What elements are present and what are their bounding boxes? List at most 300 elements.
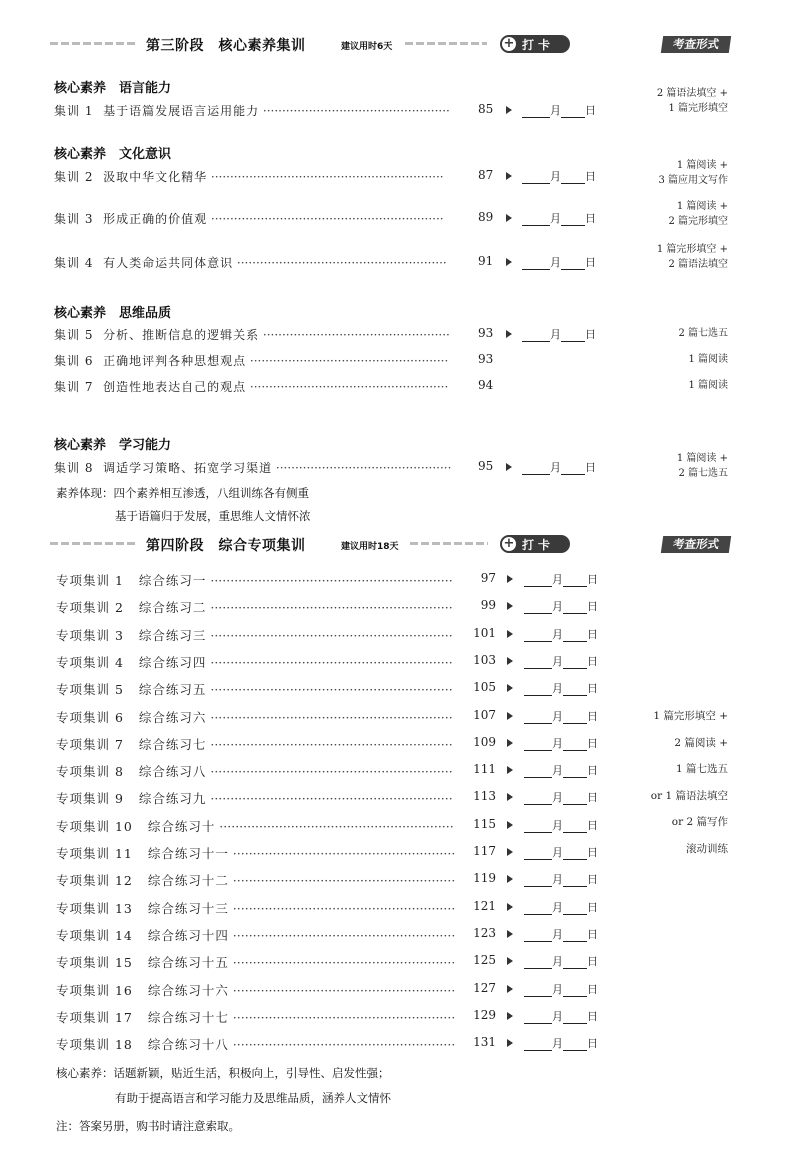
item-number: 专项集训 8 bbox=[56, 764, 124, 780]
item-title: 基于语篇发展语言运用能力 bbox=[103, 104, 260, 118]
special-item[interactable] bbox=[56, 762, 453, 780]
item-number: 专项集训 6 bbox=[56, 709, 124, 725]
spacer bbox=[124, 600, 139, 615]
month-label: 月 bbox=[552, 791, 563, 805]
dot-leader: ························································ bbox=[228, 846, 456, 861]
month-label: 月 bbox=[552, 709, 563, 723]
day-blank[interactable] bbox=[561, 258, 585, 270]
special-item[interactable] bbox=[56, 1008, 455, 1026]
dot-leader: ················································· bbox=[259, 104, 450, 118]
stage4-title: 第四阶段 综合专项集训 bbox=[146, 538, 306, 554]
page-number[interactable]: 113 bbox=[473, 789, 496, 804]
page-number[interactable]: 97 bbox=[480, 571, 496, 585]
date-field[interactable] bbox=[524, 899, 598, 915]
page-number[interactable]: 123 bbox=[473, 925, 496, 940]
arrow-icon bbox=[506, 172, 512, 180]
day-blank[interactable] bbox=[563, 575, 587, 587]
month-blank[interactable] bbox=[524, 1039, 552, 1051]
spacer bbox=[124, 764, 139, 779]
page-number[interactable]: 131 bbox=[473, 1035, 496, 1050]
month-label: 月 bbox=[552, 654, 563, 668]
month-label: 月 bbox=[552, 736, 563, 750]
item-title: 综合练习六 bbox=[138, 709, 207, 725]
exam-form-line: 1 篇完形填空 bbox=[668, 103, 728, 114]
page-number[interactable]: 117 bbox=[473, 844, 496, 858]
date-field[interactable] bbox=[522, 102, 596, 118]
special-item[interactable] bbox=[56, 571, 453, 589]
date-field[interactable] bbox=[524, 844, 598, 860]
spacer bbox=[93, 212, 103, 226]
decor-line-left bbox=[50, 42, 135, 45]
arrow-icon bbox=[507, 739, 513, 747]
day-label: 日 bbox=[587, 927, 598, 941]
exam-form-line: 1 篇完形填空 + bbox=[653, 710, 728, 722]
page-number[interactable]: 93 bbox=[478, 352, 494, 366]
stage3-exam-form-badge: 考查形式 bbox=[661, 36, 731, 53]
training-item[interactable] bbox=[54, 326, 450, 343]
month-blank[interactable] bbox=[524, 957, 552, 969]
page-number[interactable]: 95 bbox=[478, 459, 494, 473]
page-number[interactable]: 99 bbox=[480, 598, 496, 613]
date-field[interactable] bbox=[524, 1035, 598, 1051]
stage4-exam-form bbox=[651, 703, 728, 862]
month-blank[interactable] bbox=[524, 739, 552, 751]
day-label: 日 bbox=[587, 654, 598, 668]
item-number: 专项集训 4 bbox=[56, 654, 124, 670]
exam-form-line: 1 篇阅读 + bbox=[676, 160, 728, 171]
stage3-note-1: 素养体现：四个素养相互渗透，八组训练各有侧重 bbox=[56, 486, 309, 500]
training-item[interactable] bbox=[54, 352, 448, 369]
day-blank[interactable] bbox=[563, 985, 587, 997]
month-blank[interactable] bbox=[522, 106, 550, 118]
exam-form-line: 3 篇应用文写作 bbox=[658, 175, 728, 186]
stage3-note-2: 基于语篇归于发展，重思维人文情怀浓 bbox=[115, 509, 311, 523]
training-item[interactable] bbox=[54, 459, 451, 476]
day-blank[interactable] bbox=[561, 214, 585, 226]
special-item[interactable] bbox=[56, 708, 453, 726]
dot-leader: ····························································· bbox=[206, 600, 453, 616]
date-field[interactable] bbox=[524, 680, 598, 696]
month-label: 月 bbox=[552, 873, 563, 887]
day-blank[interactable] bbox=[561, 463, 585, 475]
arrow-icon bbox=[507, 1012, 513, 1020]
item-number: 专项集训 2 bbox=[56, 600, 124, 616]
exam-form-line: 2 篇完形填空 bbox=[668, 216, 728, 227]
day-blank[interactable] bbox=[563, 739, 587, 751]
page-number[interactable]: 107 bbox=[473, 707, 496, 722]
page-number[interactable]: 125 bbox=[473, 953, 496, 968]
day-blank[interactable] bbox=[563, 712, 587, 724]
item-number: 专项集训 13 bbox=[56, 900, 133, 916]
item-title: 创造性地表达自己的观点 bbox=[103, 380, 247, 394]
month-label: 月 bbox=[552, 1009, 563, 1023]
date-field[interactable] bbox=[524, 653, 598, 669]
training-item[interactable] bbox=[54, 254, 447, 271]
month-label: 月 bbox=[552, 818, 563, 832]
dot-leader: ····························································· bbox=[206, 736, 453, 752]
month-blank[interactable] bbox=[524, 903, 552, 915]
spacer bbox=[133, 928, 148, 943]
page-number[interactable]: 105 bbox=[473, 680, 496, 695]
stage3-daka-badge bbox=[500, 35, 570, 53]
item-number: 集训 3 bbox=[54, 212, 94, 226]
special-item[interactable] bbox=[56, 653, 453, 671]
dot-leader: ················································· bbox=[259, 328, 450, 342]
item-title: 有人类命运共同体意识 bbox=[103, 256, 234, 270]
month-label: 月 bbox=[552, 982, 563, 996]
month-label: 月 bbox=[552, 927, 563, 941]
day-label: 日 bbox=[585, 170, 596, 183]
daka-label: 打卡 bbox=[522, 538, 555, 552]
month-label: 月 bbox=[550, 212, 561, 225]
spacer bbox=[124, 710, 139, 725]
item-title: 综合练习九 bbox=[138, 791, 207, 807]
day-label: 日 bbox=[587, 1009, 598, 1023]
day-label: 日 bbox=[585, 212, 596, 225]
item-number: 集训 2 bbox=[54, 170, 94, 184]
item-title: 综合练习一 bbox=[138, 573, 207, 588]
date-field[interactable] bbox=[524, 708, 598, 724]
month-blank[interactable] bbox=[524, 848, 552, 860]
day-label: 日 bbox=[587, 818, 598, 832]
day-label: 日 bbox=[585, 461, 596, 474]
month-blank[interactable] bbox=[522, 214, 550, 226]
day-blank[interactable] bbox=[563, 793, 587, 805]
date-field[interactable] bbox=[524, 762, 598, 778]
arrow-icon bbox=[507, 602, 513, 610]
month-blank[interactable] bbox=[524, 630, 552, 642]
dot-leader: ····························································· bbox=[206, 654, 453, 670]
item-title: 综合练习十八 bbox=[147, 1037, 229, 1053]
stage4-note-1: 核心素养：话题新颖，贴近生活，积极向上，引导性、启发性强； bbox=[56, 1066, 390, 1080]
spacer bbox=[133, 901, 148, 916]
month-blank[interactable] bbox=[524, 985, 552, 997]
dot-leader: ························································ bbox=[228, 1009, 456, 1025]
exam-form-line: 滚动训练 bbox=[686, 842, 728, 855]
special-item[interactable] bbox=[56, 1035, 455, 1053]
item-number: 专项集训 7 bbox=[56, 736, 124, 752]
day-blank[interactable] bbox=[561, 172, 585, 184]
day-blank[interactable] bbox=[561, 106, 585, 118]
item-number: 集训 8 bbox=[54, 461, 94, 475]
exam-form-line: 1 篇阅读 + bbox=[676, 453, 728, 464]
exam-form bbox=[658, 158, 728, 188]
day-label: 日 bbox=[585, 256, 596, 269]
stage4-note-2: 有助于提高语言和学习能力及思维品质，涵养人文情怀 bbox=[115, 1091, 391, 1105]
arrow-icon bbox=[507, 1039, 513, 1047]
arrow-icon bbox=[507, 657, 513, 665]
decor-line-right bbox=[405, 42, 487, 45]
page-number[interactable]: 115 bbox=[473, 816, 496, 831]
exam-form bbox=[668, 199, 728, 229]
date-field[interactable] bbox=[524, 871, 598, 887]
date-field[interactable] bbox=[524, 926, 598, 942]
training-item[interactable] bbox=[54, 210, 444, 227]
special-item[interactable] bbox=[56, 680, 453, 698]
exam-form-line: 1 篇阅读 + bbox=[676, 201, 728, 212]
spacer bbox=[124, 682, 139, 697]
page-number[interactable]: 91 bbox=[478, 254, 494, 268]
month-blank[interactable] bbox=[524, 875, 552, 887]
page-number[interactable]: 85 bbox=[478, 102, 494, 116]
month-label: 月 bbox=[550, 170, 561, 183]
page-number[interactable]: 111 bbox=[473, 762, 496, 777]
date-field[interactable] bbox=[522, 168, 596, 184]
day-blank[interactable] bbox=[563, 684, 587, 696]
exam-form-line: 2 篇语法填空 bbox=[668, 259, 728, 270]
item-title: 综合练习七 bbox=[138, 736, 207, 752]
special-item[interactable] bbox=[56, 981, 455, 999]
day-blank[interactable] bbox=[563, 1012, 587, 1024]
exam-form bbox=[657, 242, 728, 272]
special-item[interactable] bbox=[56, 626, 453, 644]
dot-leader: ························································ bbox=[228, 900, 456, 916]
arrow-icon bbox=[506, 214, 512, 222]
exam-form-line: 2 篇阅读 + bbox=[674, 736, 728, 749]
month-blank[interactable] bbox=[522, 463, 550, 475]
dot-leader: ····························································· bbox=[206, 573, 453, 588]
dot-leader: ····························································· bbox=[206, 627, 453, 643]
date-field[interactable] bbox=[522, 326, 596, 342]
page-number[interactable]: 129 bbox=[473, 1007, 496, 1022]
arrow-icon bbox=[507, 985, 513, 993]
day-label: 日 bbox=[587, 682, 598, 696]
day-label: 日 bbox=[587, 982, 598, 996]
page-number[interactable]: 101 bbox=[473, 625, 496, 640]
exam-form-line: 1 篇阅读 bbox=[688, 354, 728, 365]
special-item[interactable] bbox=[56, 899, 455, 917]
item-number: 集训 6 bbox=[54, 354, 94, 368]
dot-leader: ····························································· bbox=[206, 791, 453, 807]
arrow-icon bbox=[506, 106, 512, 114]
plus-icon: + bbox=[503, 36, 515, 51]
item-title: 综合练习五 bbox=[138, 682, 207, 698]
day-label: 日 bbox=[587, 736, 598, 750]
month-label: 月 bbox=[550, 256, 561, 269]
page-number[interactable]: 121 bbox=[473, 898, 496, 913]
special-item[interactable] bbox=[56, 844, 455, 862]
arrow-icon bbox=[507, 875, 513, 883]
spacer bbox=[93, 461, 103, 475]
item-title: 综合练习十七 bbox=[147, 1009, 229, 1025]
spacer bbox=[124, 573, 139, 588]
month-blank[interactable] bbox=[522, 330, 550, 342]
page-number[interactable]: 94 bbox=[478, 378, 494, 392]
spacer bbox=[124, 655, 139, 670]
training-item[interactable] bbox=[54, 378, 448, 395]
arrow-icon bbox=[507, 848, 513, 856]
day-label: 日 bbox=[585, 104, 596, 117]
spacer bbox=[93, 104, 103, 118]
month-blank[interactable] bbox=[524, 793, 552, 805]
dot-leader: ························································ bbox=[228, 1037, 456, 1053]
item-title: 综合练习十二 bbox=[147, 873, 229, 889]
exam-form-line: 1 篇阅读 bbox=[688, 380, 728, 391]
item-title: 综合练习二 bbox=[138, 600, 207, 616]
day-blank[interactable] bbox=[563, 957, 587, 969]
dot-leader: ···················································· bbox=[246, 354, 449, 368]
arrow-icon bbox=[507, 903, 513, 911]
special-item[interactable] bbox=[56, 735, 453, 753]
day-blank[interactable] bbox=[563, 630, 587, 642]
arrow-icon bbox=[507, 793, 513, 801]
date-field[interactable] bbox=[524, 571, 598, 587]
arrow-icon bbox=[507, 930, 513, 938]
item-number: 集训 1 bbox=[54, 104, 94, 118]
month-label: 月 bbox=[552, 573, 563, 586]
month-blank[interactable] bbox=[522, 172, 550, 184]
date-field[interactable] bbox=[522, 210, 596, 226]
month-blank[interactable] bbox=[524, 684, 552, 696]
dot-leader: ························································ bbox=[228, 982, 456, 998]
day-label: 日 bbox=[587, 627, 598, 641]
item-number: 专项集训 5 bbox=[56, 682, 124, 698]
dot-leader: ····························································· bbox=[206, 764, 453, 780]
day-label: 日 bbox=[585, 328, 596, 341]
training-item[interactable] bbox=[54, 168, 444, 185]
item-title: 综合练习十一 bbox=[147, 846, 229, 861]
day-blank[interactable] bbox=[563, 930, 587, 942]
day-label: 日 bbox=[587, 846, 598, 859]
item-number: 专项集训 15 bbox=[56, 955, 133, 971]
item-number: 专项集训 12 bbox=[56, 873, 133, 889]
dot-leader: ························································ bbox=[228, 955, 456, 971]
item-title: 汲取中华文化精华 bbox=[103, 170, 208, 184]
dot-leader: ····························································· bbox=[207, 212, 444, 226]
item-number: 专项集训 18 bbox=[56, 1037, 133, 1053]
month-label: 月 bbox=[552, 600, 563, 614]
item-number: 专项集训 11 bbox=[56, 846, 133, 861]
training-item[interactable] bbox=[54, 102, 450, 119]
month-blank[interactable] bbox=[524, 1012, 552, 1024]
exam-form bbox=[688, 378, 728, 393]
date-field[interactable] bbox=[522, 459, 596, 475]
date-field[interactable] bbox=[524, 981, 598, 997]
item-number: 集训 5 bbox=[54, 328, 94, 342]
special-item[interactable] bbox=[56, 789, 453, 807]
dot-leader: ························································ bbox=[228, 873, 456, 889]
day-blank[interactable] bbox=[563, 1039, 587, 1051]
exam-form-line: 2 篇语法填空 + bbox=[656, 88, 728, 99]
item-number: 专项集训 9 bbox=[56, 791, 124, 807]
month-label: 月 bbox=[552, 1037, 563, 1051]
item-title: 综合练习十 bbox=[147, 818, 216, 834]
month-blank[interactable] bbox=[524, 575, 552, 587]
item-title: 分析、推断信息的逻辑关系 bbox=[103, 328, 260, 342]
day-blank[interactable] bbox=[563, 821, 587, 833]
date-field[interactable] bbox=[524, 789, 598, 805]
item-title: 调适学习策略、拓宽学习渠道 bbox=[103, 461, 273, 475]
spacer bbox=[124, 628, 139, 643]
special-item[interactable] bbox=[56, 953, 455, 971]
page-number[interactable]: 87 bbox=[478, 168, 494, 182]
day-blank[interactable] bbox=[563, 903, 587, 915]
page-number[interactable]: 109 bbox=[473, 734, 496, 749]
item-number: 专项集训 14 bbox=[56, 927, 133, 943]
page-number[interactable]: 103 bbox=[473, 652, 496, 667]
month-label: 月 bbox=[552, 764, 563, 778]
arrow-icon bbox=[507, 712, 513, 720]
day-blank[interactable] bbox=[561, 330, 585, 342]
month-label: 月 bbox=[552, 682, 563, 696]
date-field[interactable] bbox=[524, 598, 598, 614]
month-blank[interactable] bbox=[524, 930, 552, 942]
exam-form-line: or 1 篇语法填空 bbox=[650, 789, 728, 802]
plus-icon: + bbox=[503, 536, 515, 551]
dot-leader: ···················································· bbox=[246, 380, 449, 394]
month-blank[interactable] bbox=[522, 258, 550, 270]
exam-form bbox=[677, 451, 728, 481]
day-label: 日 bbox=[587, 600, 598, 614]
item-number: 专项集训 10 bbox=[56, 818, 133, 834]
day-blank[interactable] bbox=[563, 766, 587, 778]
date-field[interactable] bbox=[522, 254, 596, 270]
arrow-icon bbox=[506, 463, 512, 471]
spacer bbox=[133, 955, 148, 970]
special-item[interactable] bbox=[56, 817, 454, 835]
category-heading: 核心素养 文化意识 bbox=[54, 147, 172, 162]
month-blank[interactable] bbox=[524, 657, 552, 669]
footnote: 注：答案另册，购书时请注意索取。 bbox=[56, 1119, 240, 1133]
spacer bbox=[133, 1010, 148, 1025]
day-blank[interactable] bbox=[563, 875, 587, 887]
date-field[interactable] bbox=[524, 626, 598, 642]
page-number[interactable]: 93 bbox=[478, 326, 494, 340]
stage3-title: 第三阶段 核心素养集训 bbox=[146, 38, 306, 54]
date-field[interactable] bbox=[524, 953, 598, 969]
item-title: 综合练习十五 bbox=[147, 955, 229, 971]
spacer bbox=[93, 328, 103, 342]
special-item[interactable] bbox=[56, 598, 453, 616]
page-number[interactable]: 89 bbox=[478, 210, 494, 224]
arrow-icon bbox=[507, 957, 513, 965]
month-label: 月 bbox=[550, 104, 561, 117]
day-label: 日 bbox=[587, 791, 598, 805]
day-label: 日 bbox=[587, 709, 598, 723]
item-title: 综合练习十四 bbox=[147, 927, 229, 943]
exam-form-line: or 2 篇写作 bbox=[671, 816, 728, 828]
item-number: 专项集训 16 bbox=[56, 982, 133, 998]
month-label: 月 bbox=[552, 900, 563, 914]
special-item[interactable] bbox=[56, 926, 455, 944]
day-blank[interactable] bbox=[563, 657, 587, 669]
dot-leader: ·············································· bbox=[272, 461, 452, 475]
date-field[interactable] bbox=[524, 817, 598, 833]
spacer bbox=[124, 737, 139, 752]
item-title: 综合练习八 bbox=[138, 764, 207, 780]
exam-form-line: 2 篇七选五 bbox=[678, 328, 728, 339]
month-blank[interactable] bbox=[524, 821, 552, 833]
month-blank[interactable] bbox=[524, 712, 552, 724]
date-field[interactable] bbox=[524, 735, 598, 751]
stage4-suggest-time: 建议用时18天 bbox=[341, 542, 399, 552]
page-number[interactable]: 127 bbox=[473, 980, 496, 995]
month-blank[interactable] bbox=[524, 766, 552, 778]
day-blank[interactable] bbox=[563, 848, 587, 860]
month-blank[interactable] bbox=[524, 602, 552, 614]
arrow-icon bbox=[507, 821, 513, 829]
stage3-suggest-time: 建议用时6天 bbox=[341, 42, 393, 52]
date-field[interactable] bbox=[524, 1008, 598, 1024]
page-number[interactable]: 119 bbox=[473, 871, 496, 886]
month-label: 月 bbox=[552, 627, 563, 641]
dot-leader: ····························································· bbox=[207, 170, 444, 184]
exam-form-line: 1 篇完形填空 + bbox=[656, 244, 728, 255]
special-item[interactable] bbox=[56, 871, 455, 889]
item-number: 集训 4 bbox=[54, 256, 94, 270]
exam-form bbox=[688, 352, 728, 367]
day-blank[interactable] bbox=[563, 602, 587, 614]
